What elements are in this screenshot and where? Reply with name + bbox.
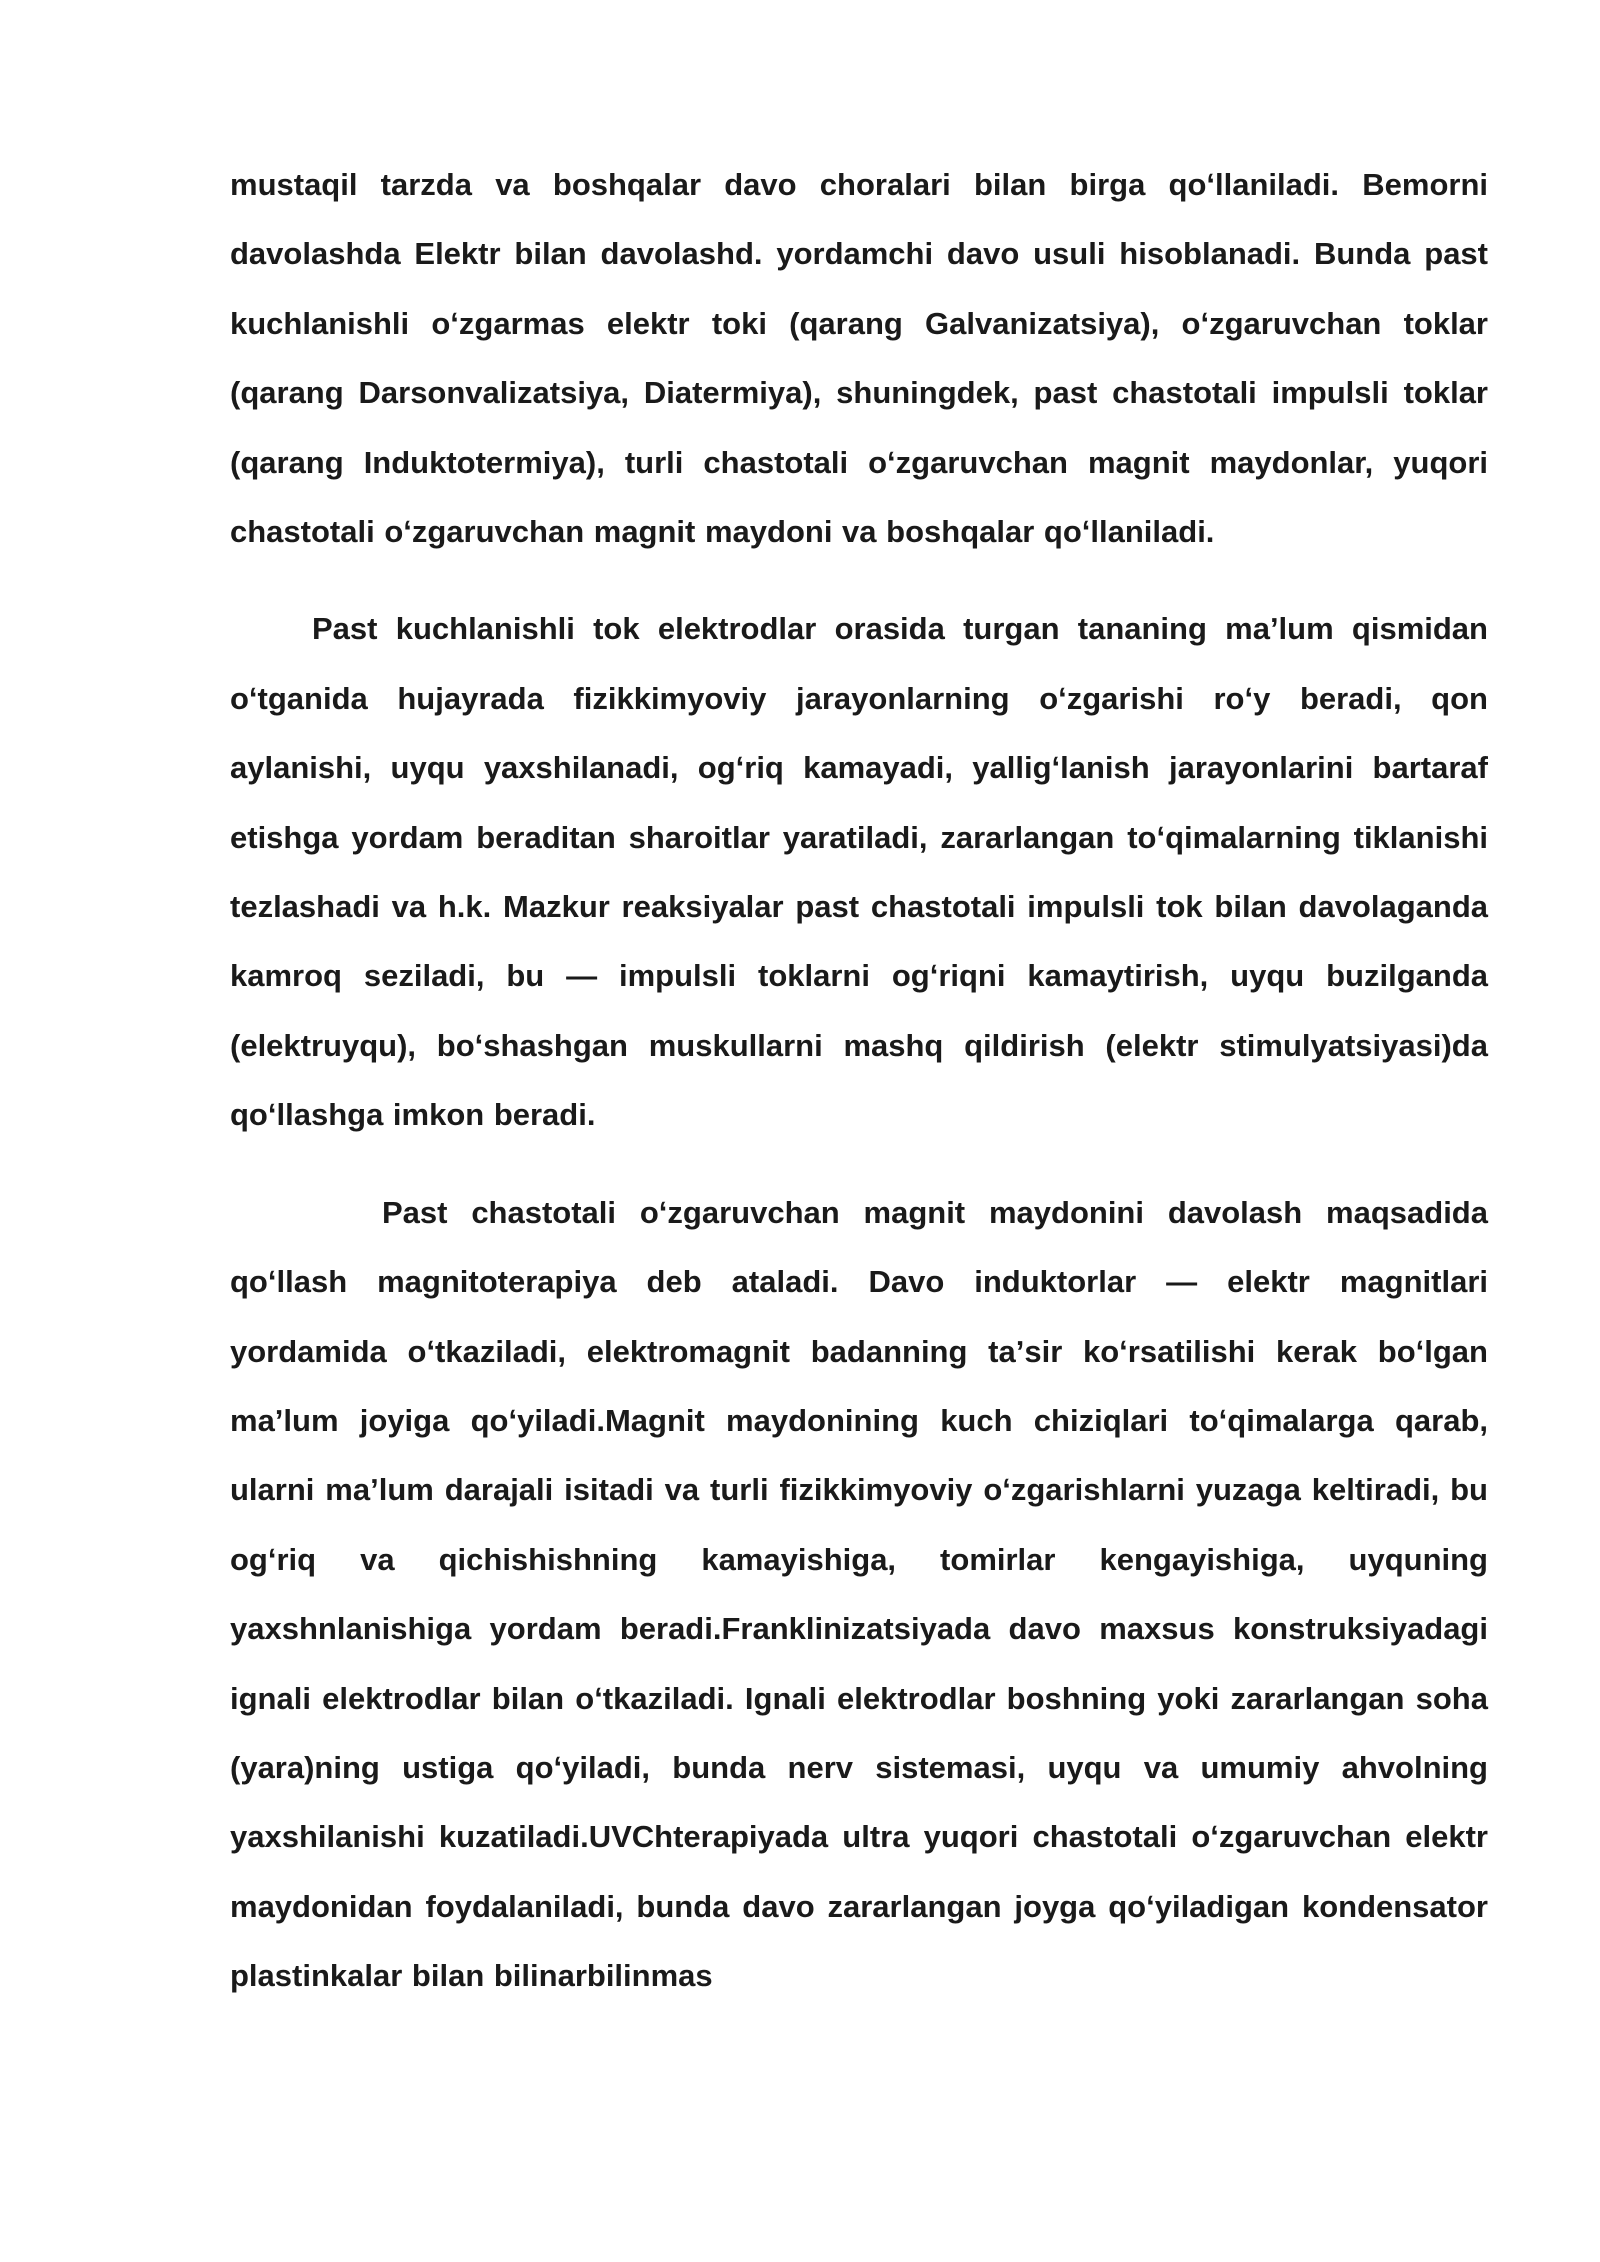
paragraph-3: Past chastotali oʻzgaruvchan magnit maydonini davolash maqsadida qoʻllash magnitoterapiya deb ataladi. Davo induktorlar — elektr magnitlari yordamida oʻtkaziladi, elektromagnit badanning taʼsir koʻrsatilishi kerak boʻlgan maʼlum joyiga qoʻyiladi.Magnit maydonining kuch chiziqlari toʻqimalarga qarab, ularni maʼlum darajali isitadi va turli fizikkimyoviy oʻzgarishlarni yuzaga keltiradi, bu ogʻriq va qichishishning kamayishiga, tomirlar kengayishiga, uyquning yaxshnlanishiga yordam beradi.Franklinizatsiyada davo maxsus konstruksiyadagi ignali elektrodlar bilan oʻtkaziladi. Ignali elektrodlar boshning yoki zararlangan soha (yara)ning ustiga qoʻyiladi, bunda nerv sistemasi, uyqu va umumiy ahvolning yaxshilanishi kuzatiladi.UVChterapiyada ultra yuqori chastotali oʻzgaruvchan elektr maydonidan foydalaniladi, bunda davo zararlangan joyga qoʻyiladigan kondensator plastinkalar bilan bilinarbilinmas [230,1194,1488,1994]
paragraph-2: Past kuchlanishli tok elektrodlar orasida turgan tananing maʼlum qismidan oʻtganida hujayrada fizikkimyoviy jarayonlarning oʻzgarishi roʻy beradi, qon aylanishi, uyqu yaxshilanadi, ogʻriq kamayadi, yalligʻlanish jarayonlarini bartaraf etishga yordam beraditan sharoitlar yaratiladi, zararlangan toʻqimalarning tiklanishi tezlashadi va h.k. Mazkur reaksiyalar past chastotali impulsli tok bilan davolaganda kamroq seziladi, bu — impulsli toklarni ogʻriqni kamaytirish, uyqu buzilganda (elektruyqu), boʻshashgan muskullarni mashq qildirish (elektr stimulyatsiyasi)da qoʻllashga imkon beradi. [230,611,1488,1133]
document-page [230,150,1488,2011]
paragraph-1: mustaqil tarzda va boshqalar davo choralari bilan birga qoʻllaniladi. Bemorni davolashda Elektr bilan davolashd. yordamchi davo usuli hisoblanadi. Bunda past kuchlanishli oʻzgarmas elektr toki (qarang Galvanizatsiya), oʻzgaruvchan toklar (qarang Darsonvalizatsiya, Diatermiya), shuningdek, past chastotali impulsli toklar (qarang Induktotermiya), turli chastotali oʻzgaruvchan magnit maydonlar, yuqori chastotali oʻzgaruvchan magnit maydoni va boshqalar qoʻllaniladi. [230,167,1488,550]
